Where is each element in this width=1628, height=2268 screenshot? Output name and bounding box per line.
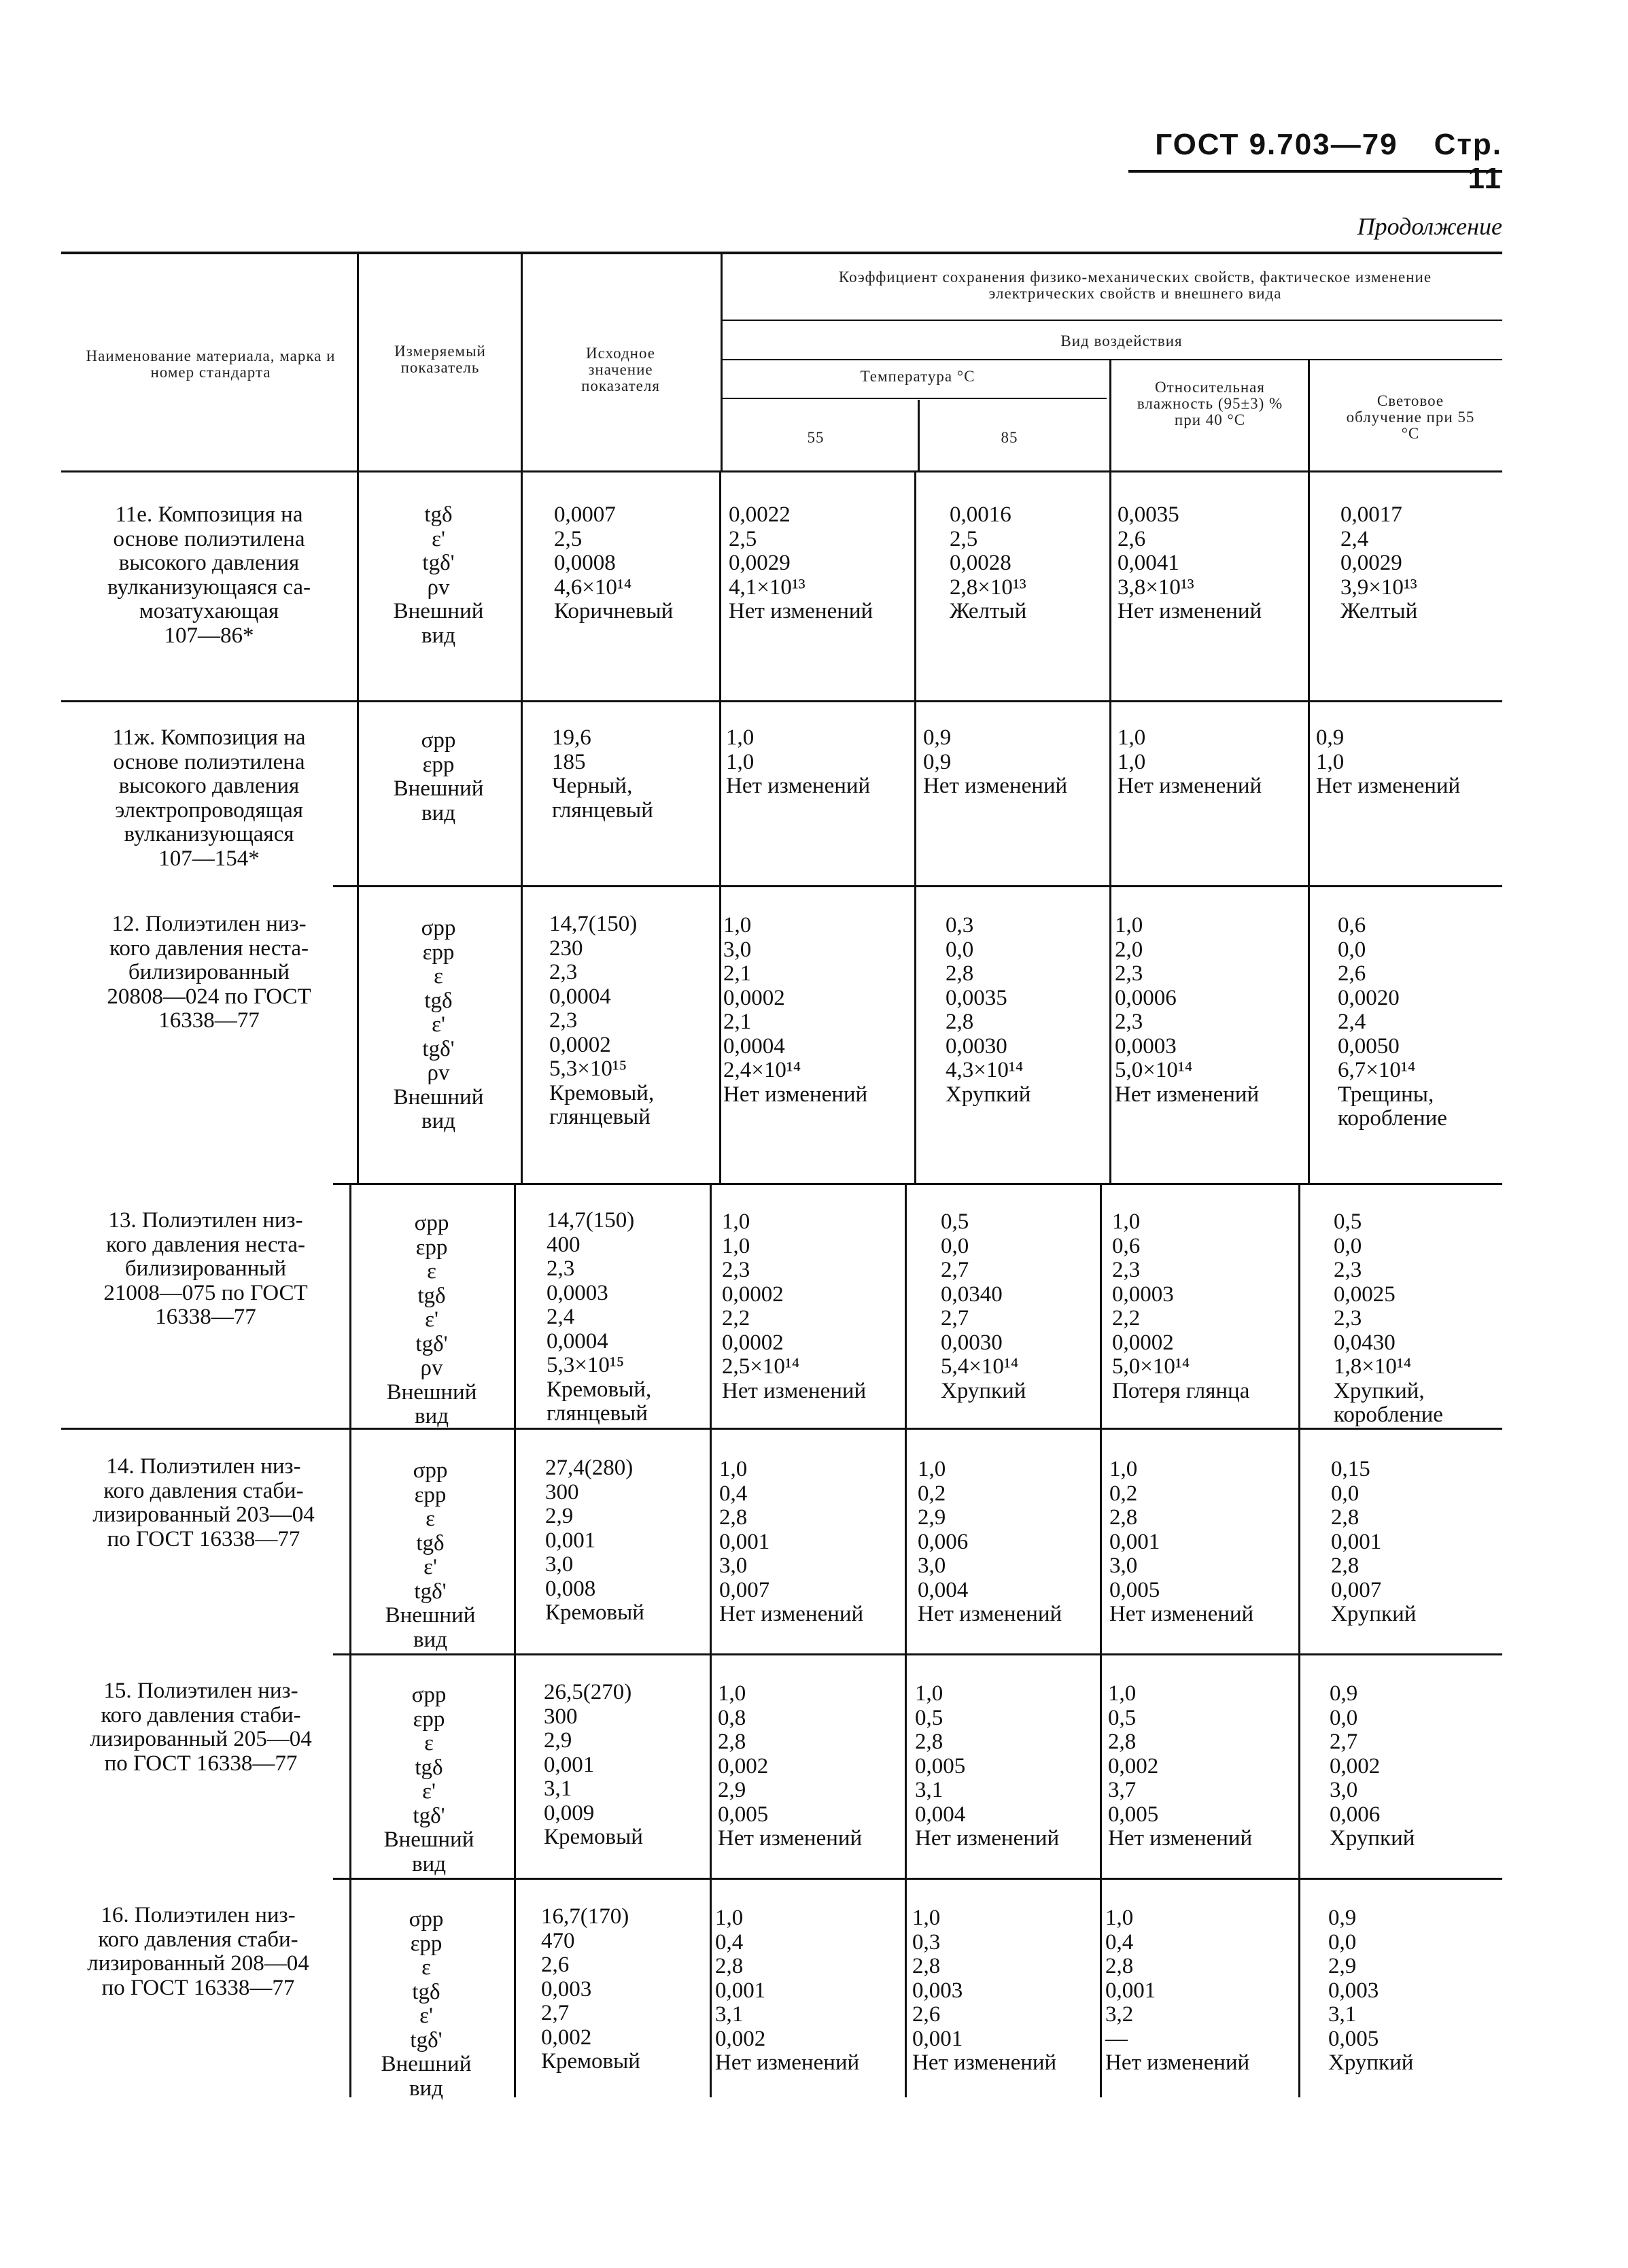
header-vline-4: [918, 400, 920, 472]
table-row-t55: 1,0 3,0 2,1 0,0002 2,1 0,0004 2,4×10¹⁴ Нет изменений: [723, 913, 868, 1107]
table-row-initial: 26,5(270) 300 2,9 0,001 3,1 0,009 Кремовый: [544, 1680, 643, 1849]
table-row-t55: 1,0 0,4 2,8 0,001 3,1 0,002 Нет изменений: [715, 1906, 860, 2075]
body-vline-2: [521, 472, 523, 1183]
table-row-t85: 0,5 0,0 2,7 0,0340 2,7 0,0030 5,4×10¹⁴ Хрупкий: [941, 1209, 1026, 1403]
table-row-initial: 0,0007 2,5 0,0008 4,6×10¹⁴ Коричневый: [554, 502, 674, 623]
table-row-name: 16. Полиэтилен низ- кого давления стаби- лизированный 208—04 по ГОСТ 16338—77: [87, 1903, 309, 2000]
table-row-humidity: 1,0 0,2 2,8 0,001 3,0 0,005 Нет изменений: [1109, 1457, 1254, 1626]
table-row-name: 11е. Композиция на основе полиэтилена высокого давления вулканизующаяся са- мозатухающая 107—86*: [107, 502, 311, 648]
table-row-humidity: 1,0 0,4 2,8 0,001 3,2 — Нет изменений: [1105, 1906, 1250, 2075]
table-row-initial: 14,7(150) 400 2,3 0,0003 2,4 0,0004 5,3×10¹⁵ Кремовый, глянцевый: [547, 1208, 652, 1426]
header-indicator: Измеряемый показатель: [394, 343, 486, 376]
table-row-name: 13. Полиэтилен низ- кого давления неста- билизированный 21008—075 по ГОСТ 16338—77: [103, 1208, 308, 1329]
body-vline-5: [1109, 472, 1111, 1183]
page-header: [1128, 128, 1502, 195]
body-vline-1: [357, 472, 359, 1183]
header-exposure: Вид воздействия: [1060, 332, 1183, 349]
table-row-t85: 1,0 0,5 2,8 0,005 3,1 0,004 Нет изменений: [915, 1681, 1060, 1851]
header-vline-6: [1308, 360, 1310, 472]
table-row-humidity: 1,0 1,0 Нет изменений: [1118, 725, 1262, 798]
coef-header-rule: [722, 320, 1502, 321]
header-bottom-rule: [61, 470, 1502, 472]
body-vline-2b: [514, 1183, 516, 2097]
table-row-indicators: σрр εрр ε tgδ ε' tgδ' Внешний вид: [381, 1907, 472, 2101]
header-light: Световое облучение при 55 °С: [1346, 392, 1475, 442]
table-row-t85: 0,9 0,9 Нет изменений: [923, 725, 1068, 798]
page-number: Стр. 11: [1434, 128, 1502, 195]
table-row-humidity: 0,0035 2,6 0,0041 3,8×10¹³ Нет изменений: [1118, 502, 1262, 623]
header-humidity: Относительная влажность (95±3) % при 40 °С: [1137, 379, 1283, 428]
table-row-t85: 1,0 0,3 2,8 0,003 2,6 0,001 Нет изменений: [912, 1906, 1057, 2075]
body-vline-4: [914, 472, 916, 1183]
table-row-t85: 1,0 0,2 2,9 0,006 3,0 0,004 Нет изменений: [918, 1457, 1062, 1626]
table-row-name: 11ж. Композиция на основе полиэтилена высокого давления электропроводящая вулканизующаяся 107—154*: [112, 725, 306, 871]
header-t55: 55: [807, 429, 825, 446]
row-separator: [333, 1183, 1502, 1185]
table-row-humidity: 1,0 2,0 2,3 0,0006 2,3 0,0003 5,0×10¹⁴ Нет изменений: [1115, 913, 1260, 1107]
table-top-rule: [61, 252, 1502, 254]
table-row-light: 0,15 0,0 2,8 0,001 2,8 0,007 Хрупкий: [1331, 1457, 1417, 1626]
table-row-humidity: 1,0 0,6 2,3 0,0003 2,2 0,0002 5,0×10¹⁴ Потеря глянца: [1112, 1209, 1250, 1403]
table-row-light: 0,0017 2,4 0,0029 3,9×10¹³ Желтый: [1340, 502, 1418, 623]
header-vline-3: [721, 253, 723, 472]
table-row-light: 0,9 1,0 Нет изменений: [1316, 725, 1461, 798]
table-row-name: 12. Полиэтилен низ- кого давления неста- билизированный 20808—024 по ГОСТ 16338—77: [107, 912, 311, 1033]
header-vline-5: [1109, 360, 1111, 472]
continuation-label: Продолжение: [1357, 213, 1502, 240]
body-vline-6b: [1298, 1183, 1300, 2097]
header-vline-1: [357, 253, 359, 472]
table-row-light: 0,9 0,0 2,9 0,003 3,1 0,005 Хрупкий: [1328, 1906, 1414, 2075]
exposure-header-rule: [722, 359, 1502, 360]
row-separator: [333, 885, 1502, 887]
table-row-indicators: σрр εрр ε tgδ ε' tgδ' Внешний вид: [385, 1458, 476, 1652]
temperature-header-rule: [722, 398, 1107, 399]
body-vline-5b: [1100, 1183, 1102, 2097]
table-row-initial: 14,7(150) 230 2,3 0,0004 2,3 0,0002 5,3×10¹⁵ Кремовый, глянцевый: [549, 912, 655, 1129]
header-coef: Коэффициент сохранения физико-механических свойств, фактическое изменение электрических свойств и внешнего вида: [838, 269, 1432, 302]
header-temperature: Температура °С: [860, 368, 975, 385]
row-separator: [333, 1653, 1502, 1655]
table-row-light: 0,6 0,0 2,6 0,0020 2,4 0,0050 6,7×10¹⁴ Трещины, коробление: [1338, 913, 1447, 1131]
table-row-t85: 0,0016 2,5 0,0028 2,8×10¹³ Желтый: [950, 502, 1027, 623]
table-row-initial: 27,4(280) 300 2,9 0,001 3,0 0,008 Кремовый: [545, 1456, 644, 1625]
table-row-initial: 16,7(170) 470 2,6 0,003 2,7 0,002 Кремовый: [541, 1904, 640, 2074]
body-vline-3b: [710, 1183, 712, 2097]
body-vline-3: [719, 472, 721, 1183]
table-row-indicators: tgδ ε' tgδ' ρv Внешний вид: [393, 502, 484, 648]
table-row-indicators: σрр εрр ε tgδ ε' tgδ' ρv Внешний вид: [393, 916, 484, 1133]
table-row-t55: 0,0022 2,5 0,0029 4,1×10¹³ Нет изменений: [729, 502, 873, 623]
table-row-indicators: σрр εрр ε tgδ ε' tgδ' ρv Внешний вид: [386, 1211, 477, 1428]
table-row-name: 15. Полиэтилен низ- кого давления стаби- лизированный 205—04 по ГОСТ 16338—77: [90, 1679, 312, 1776]
table-row-t55: 1,0 0,4 2,8 0,001 3,0 0,007 Нет изменений: [719, 1457, 864, 1626]
gost-number: ГОСТ 9.703—79: [1155, 128, 1398, 161]
header-t85: 85: [1001, 429, 1018, 446]
row-separator: [333, 1878, 1502, 1880]
table-row-indicators: σрр εрр ε tgδ ε' tgδ' Внешний вид: [383, 1683, 474, 1876]
table-row-light: 0,5 0,0 2,3 0,0025 2,3 0,0430 1,8×10¹⁴ Хрупкий, коробление: [1334, 1209, 1443, 1427]
table-row-humidity: 1,0 0,5 2,8 0,002 3,7 0,005 Нет изменений: [1108, 1681, 1253, 1851]
body-vline-4b: [905, 1183, 907, 2097]
header-vline-2: [521, 253, 523, 472]
row-separator: [61, 700, 1502, 702]
table-row-initial: 19,6 185 Черный, глянцевый: [552, 725, 653, 823]
header-initial: Исходное значение показателя: [581, 345, 660, 394]
table-row-name: 14. Полиэтилен низ- кого давления стаби- лизированный 203—04 по ГОСТ 16338—77: [92, 1454, 315, 1551]
row-separator: [61, 1428, 1502, 1430]
body-vline-6: [1308, 472, 1310, 1183]
table-row-t55: 1,0 1,0 Нет изменений: [726, 725, 871, 798]
table-row-light: 0,9 0,0 2,7 0,002 3,0 0,006 Хрупкий: [1330, 1681, 1415, 1851]
table-row-indicators: σрр εрр Внешний вид: [393, 728, 484, 825]
table-row-t85: 0,3 0,0 2,8 0,0035 2,8 0,0030 4,3×10¹⁴ Хрупкий: [946, 913, 1031, 1107]
table-row-t55: 1,0 0,8 2,8 0,002 2,9 0,005 Нет изменений: [718, 1681, 863, 1851]
table-row-t55: 1,0 1,0 2,3 0,0002 2,2 0,0002 2,5×10¹⁴ Нет изменений: [722, 1209, 867, 1403]
header-name: Наименование материала, марка и номер стандарта: [86, 347, 336, 381]
